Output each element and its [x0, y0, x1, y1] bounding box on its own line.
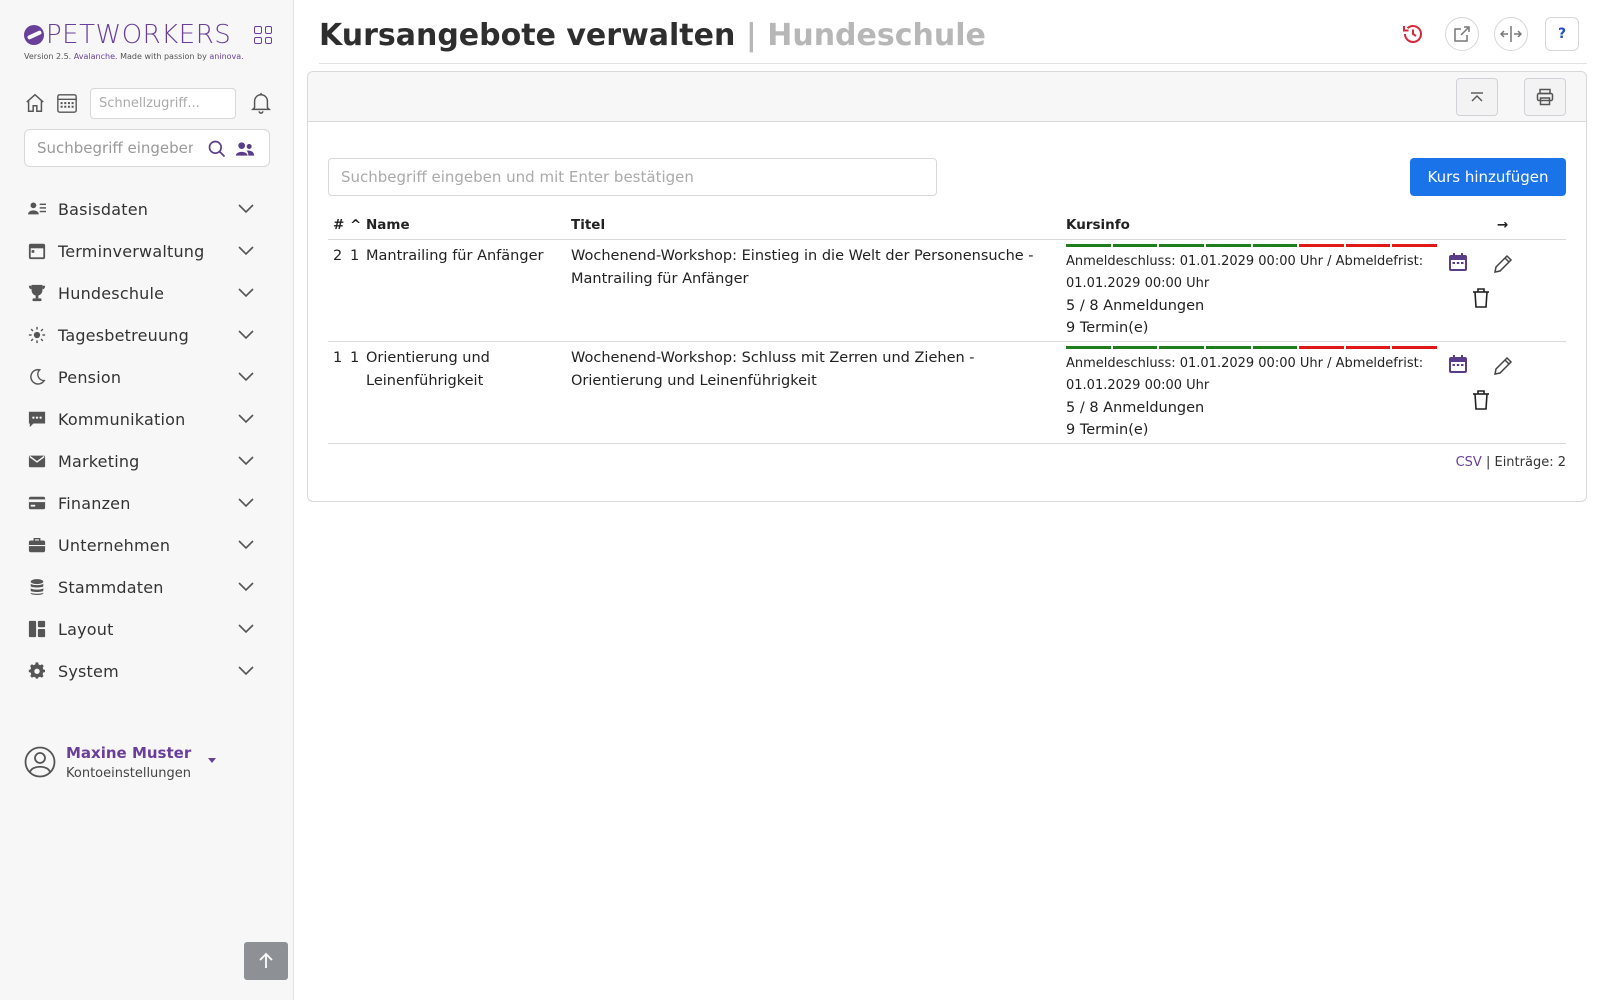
- sidebar-item-stammdaten[interactable]: [24, 566, 254, 608]
- table-header: [328, 210, 1566, 240]
- capacity-segment-free: [1346, 244, 1391, 247]
- table-row: [328, 240, 1566, 342]
- chat-icon: [28, 410, 46, 428]
- row-name: Mantrailing für Anfänger: [366, 248, 544, 264]
- quick-access-row: [24, 88, 272, 120]
- made-with: Made with passion by: [120, 52, 207, 61]
- row-registrations: 5 / 8 Anmeldungen: [1066, 298, 1205, 314]
- sidebar-item-label: Unternehmen: [58, 535, 171, 555]
- col-level[interactable]: ^: [350, 217, 362, 233]
- chevron-down-icon[interactable]: [238, 666, 254, 676]
- col-num[interactable]: #: [333, 217, 345, 233]
- title-separator: |: [745, 18, 757, 53]
- chevron-down-icon[interactable]: [238, 582, 254, 592]
- panel-toolbar: [308, 72, 1586, 122]
- envelope-icon: [28, 452, 46, 470]
- sidebar-item-system[interactable]: [24, 650, 254, 692]
- page-title-sub: Hundeschule: [767, 18, 986, 53]
- sidebar-item-label: Stammdaten: [58, 577, 164, 597]
- add-course-button[interactable]: Kurs hinzufügen: [1410, 158, 1566, 196]
- delete-button[interactable]: [1469, 286, 1493, 310]
- chevron-down-icon[interactable]: [238, 624, 254, 634]
- table-footer: [1456, 455, 1566, 470]
- capacity-segment-filled: [1113, 244, 1158, 247]
- people-icon[interactable]: [235, 139, 255, 159]
- row-dates: 9 Termin(e): [1066, 422, 1149, 438]
- capacity-segment-free: [1392, 346, 1437, 349]
- chevron-down-icon[interactable]: [238, 204, 254, 214]
- chevron-down-icon[interactable]: [238, 456, 254, 466]
- edit-button[interactable]: [1491, 252, 1515, 276]
- avatar-icon: [24, 746, 56, 778]
- chevron-down-icon[interactable]: [238, 246, 254, 256]
- capacity-segment-free: [1299, 346, 1344, 349]
- gear-icon: [28, 662, 46, 680]
- entry-count: Einträge: 2: [1494, 455, 1566, 470]
- footer-separator: |: [1485, 455, 1491, 470]
- sidebar-search-input[interactable]: [25, 130, 205, 166]
- sidebar-item-tagesbetreuung[interactable]: [24, 314, 254, 356]
- capacity-bar: [1066, 244, 1437, 247]
- version-info: [24, 52, 244, 61]
- chevron-down-icon[interactable]: [238, 288, 254, 298]
- sidebar-item-label: Layout: [58, 619, 114, 639]
- quick-access-input[interactable]: [90, 88, 236, 119]
- capacity-segment-filled: [1253, 244, 1298, 247]
- trophy-icon: [28, 284, 46, 302]
- trash-icon: [1471, 389, 1491, 411]
- row-deadline: Anmeldeschluss: 01.01.2029 00:00 Uhr / Abmeldefrist: 01.01.2029 00:00 Uhr: [1066, 356, 1424, 393]
- capacity-segment-free: [1346, 346, 1391, 349]
- caret-down-icon[interactable]: [208, 758, 216, 763]
- sidebar-item-basisdaten[interactable]: [24, 188, 254, 230]
- capacity-segment-filled: [1113, 346, 1158, 349]
- page-title: [319, 18, 986, 53]
- calendar-icon: [28, 242, 46, 260]
- version-name: Avalanche.: [73, 52, 118, 61]
- sidebar-item-label: Hundeschule: [58, 283, 165, 303]
- arrow-up-icon: [257, 952, 275, 970]
- moon-icon: [28, 368, 46, 386]
- collapse-button[interactable]: [1456, 78, 1498, 116]
- row-num: 1: [333, 350, 343, 366]
- sidebar-item-label: Pension: [58, 367, 122, 387]
- capacity-segment-free: [1299, 244, 1344, 247]
- trash-icon: [1471, 287, 1491, 309]
- delete-button[interactable]: [1469, 388, 1493, 412]
- capacity-segment-filled: [1159, 244, 1204, 247]
- sidebar-item-label: Terminverwaltung: [58, 241, 205, 261]
- col-name[interactable]: Name: [366, 217, 410, 233]
- logo-mark-icon: [24, 25, 44, 45]
- row-registrations: 5 / 8 Anmeldungen: [1066, 400, 1205, 416]
- capacity-segment-filled: [1066, 346, 1111, 349]
- version-prefix: Version 2.5.: [24, 52, 72, 61]
- person-list-icon: [28, 200, 46, 218]
- row-title: Wochenend-Workshop: Einstieg in die Welt der Personensuche - Mantrailing für Anfänger: [571, 248, 1034, 287]
- row-dates: 9 Termin(e): [1066, 320, 1149, 336]
- home-icon[interactable]: [24, 92, 46, 114]
- course-table: [328, 210, 1566, 444]
- collapse-up-icon: [1469, 91, 1485, 103]
- open-external-button[interactable]: [1445, 17, 1479, 51]
- row-num: 2: [333, 248, 343, 264]
- calendar-action-button[interactable]: [1446, 250, 1470, 274]
- chevron-down-icon[interactable]: [238, 540, 254, 550]
- pencil-icon: [1493, 254, 1513, 274]
- col-arrow[interactable]: →: [1497, 217, 1509, 233]
- sidebar-item-hundeschule[interactable]: [24, 272, 254, 314]
- calendar-grid-icon[interactable]: [56, 92, 78, 114]
- row-deadline: Anmeldeschluss: 01.01.2029 00:00 Uhr / Abmeldefrist: 01.01.2029 00:00 Uhr: [1066, 254, 1424, 291]
- user-name[interactable]: Maxine Muster: [66, 744, 192, 762]
- sidebar-item-unternehmen[interactable]: [24, 524, 254, 566]
- pencil-icon: [1493, 356, 1513, 376]
- user-menu[interactable]: [24, 744, 224, 784]
- printer-icon: [1536, 88, 1554, 106]
- sidebar-item-finanzen[interactable]: [24, 482, 254, 524]
- page-header: [319, 14, 1587, 64]
- chevron-down-icon[interactable]: [238, 330, 254, 340]
- sidebar-item-layout[interactable]: [24, 608, 254, 650]
- account-settings-link[interactable]: Kontoeinstellungen: [66, 766, 192, 781]
- row-level: 1: [350, 350, 360, 366]
- layout-icon: [28, 620, 46, 638]
- row-title: Wochenend-Workshop: Schluss mit Zerren und Ziehen - Orientierung und Leinenführigkeit: [571, 350, 975, 389]
- chevron-down-icon[interactable]: [238, 498, 254, 508]
- sidebar-item-marketing[interactable]: [24, 440, 254, 482]
- scroll-top-button[interactable]: [244, 942, 288, 980]
- sidebar-item-label: Tagesbetreuung: [58, 325, 189, 345]
- expand-horizontal-icon: [1500, 25, 1522, 43]
- calendar-icon: [1448, 252, 1468, 272]
- calendar-action-button[interactable]: [1446, 352, 1470, 376]
- database-icon: [28, 578, 46, 596]
- sidebar-item-terminverwaltung[interactable]: [24, 230, 254, 272]
- capacity-bar: [1066, 346, 1437, 349]
- sidebar-item-label: Finanzen: [58, 493, 131, 513]
- help-label: ?: [1557, 26, 1567, 42]
- sidebar-search: [24, 129, 270, 167]
- credit-card-icon: [28, 494, 46, 512]
- expand-width-button[interactable]: [1494, 17, 1528, 51]
- col-title[interactable]: Titel: [571, 217, 606, 233]
- logo-text: PETWORKERS: [46, 20, 232, 50]
- main-nav: [24, 188, 254, 692]
- csv-export-link[interactable]: CSV: [1455, 455, 1482, 470]
- edit-button[interactable]: [1491, 354, 1515, 378]
- sidebar: [0, 0, 294, 1000]
- sidebar-item-label: Marketing: [58, 451, 140, 471]
- capacity-segment-filled: [1206, 244, 1251, 247]
- course-search-input[interactable]: [328, 158, 937, 196]
- sun-icon: [28, 326, 46, 344]
- capacity-segment-filled: [1206, 346, 1251, 349]
- row-course-info: [1066, 244, 1446, 339]
- search-icon[interactable]: [207, 139, 227, 159]
- company-name: aninova.: [209, 52, 244, 61]
- row-level: 1: [350, 248, 360, 264]
- sidebar-item-kommunikation[interactable]: [24, 398, 254, 440]
- table-row: [328, 342, 1566, 444]
- logo[interactable]: [24, 20, 272, 64]
- briefcase-icon: [28, 536, 46, 554]
- external-link-icon: [1453, 25, 1471, 43]
- history-button[interactable]: [1396, 17, 1430, 51]
- row-course-info: [1066, 346, 1446, 441]
- row-name: Orientierung und Leinenführigkeit: [366, 350, 490, 389]
- print-button[interactable]: [1524, 78, 1566, 116]
- sidebar-item-pension[interactable]: [24, 356, 254, 398]
- app-grid-icon[interactable]: [254, 26, 272, 44]
- course-panel: [307, 71, 1587, 502]
- capacity-segment-filled: [1159, 346, 1204, 349]
- bell-icon[interactable]: [250, 91, 272, 115]
- chevron-down-icon[interactable]: [238, 372, 254, 382]
- capacity-segment-free: [1392, 244, 1437, 247]
- chevron-down-icon[interactable]: [238, 414, 254, 424]
- capacity-segment-filled: [1253, 346, 1298, 349]
- calendar-icon: [1448, 354, 1468, 374]
- history-icon: [1401, 22, 1425, 46]
- help-button[interactable]: [1545, 17, 1579, 51]
- col-info[interactable]: Kursinfo: [1066, 217, 1130, 233]
- sidebar-item-label: Kommunikation: [58, 409, 186, 429]
- page-title-main: Kursangebote verwalten: [319, 18, 736, 53]
- sidebar-item-label: Basisdaten: [58, 199, 149, 219]
- sidebar-item-label: System: [58, 661, 119, 681]
- capacity-segment-filled: [1066, 244, 1111, 247]
